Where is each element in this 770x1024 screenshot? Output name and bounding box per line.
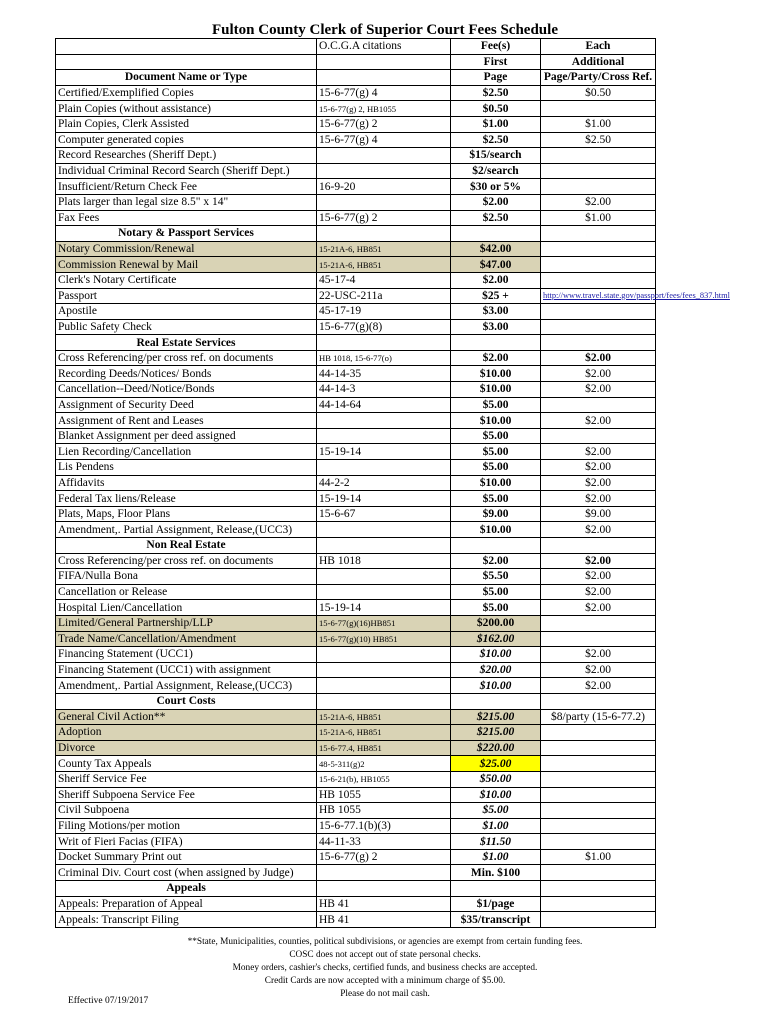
ocga-citation: 15-6-77.4, HB851	[317, 740, 451, 756]
first-page-fee: $5.50	[451, 569, 541, 585]
header-add-3: Page/Party/Cross Ref.	[541, 70, 656, 86]
first-page-fee: $25.00	[451, 756, 541, 772]
ocga-citation: 15-6-77(g) 2	[317, 210, 451, 226]
first-page-fee: $50.00	[451, 771, 541, 787]
fee-row	[56, 818, 656, 834]
header-fee-3: Page	[451, 70, 541, 86]
fee-row	[56, 132, 656, 148]
first-page-fee: $47.00	[451, 257, 541, 273]
document-name: Lien Recording/Cancellation	[56, 444, 317, 460]
fee-row	[56, 366, 656, 382]
ocga-citation: 22-USC-211a	[317, 288, 451, 304]
ocga-citation: 15-6-77(g)(16)HB851	[317, 615, 451, 631]
ocga-citation: HB 1018	[317, 553, 451, 569]
first-page-fee: $10.00	[451, 522, 541, 538]
first-page-fee: $2.00	[451, 350, 541, 366]
footnote: Credit Cards are now accepted with a minimum charge of $5.00.	[264, 976, 506, 986]
footnote: Money orders, cashier's checks, certified funds, and business checks are accepted.	[232, 963, 538, 973]
additional-fee	[541, 834, 656, 850]
first-page-fee: $35/transcript	[451, 912, 541, 928]
additional-fee: $2.00	[541, 382, 656, 398]
fee-row	[56, 834, 656, 850]
ocga-citation	[317, 662, 451, 678]
ocga-citation: HB 1055	[317, 787, 451, 803]
additional-fee: $2.00	[541, 460, 656, 476]
document-name: Plats, Maps, Floor Plans	[56, 506, 317, 522]
additional-fee	[541, 787, 656, 803]
document-name: Sheriff Subpoena Service Fee	[56, 787, 317, 803]
additional-fee: $2.00	[541, 491, 656, 507]
fee-row	[56, 148, 656, 164]
first-page-fee: $2.00	[451, 194, 541, 210]
document-name: Commission Renewal by Mail	[56, 257, 317, 273]
first-page-fee: $10.00	[451, 382, 541, 398]
fee-row	[56, 272, 656, 288]
additional-fee: $2.00	[541, 662, 656, 678]
ocga-citation: 15-6-77(g) 2	[317, 116, 451, 132]
fee-row	[56, 257, 656, 273]
ocga-citation: 15-21A-6, HB851	[317, 725, 451, 741]
footnote: COSC does not accept out of state personal checks.	[289, 950, 481, 960]
first-page-fee: $5.00	[451, 460, 541, 476]
ocga-citation: 15-19-14	[317, 491, 451, 507]
first-page-fee: $5.00	[451, 803, 541, 819]
document-name: Amendment,. Partial Assignment, Release,(UCC3)	[56, 522, 317, 538]
first-page-fee: $2.50	[451, 85, 541, 101]
additional-fee	[541, 803, 656, 819]
first-page-fee: $10.00	[451, 678, 541, 694]
ocga-citation: 15-6-77(g) 4	[317, 85, 451, 101]
ocga-citation: 44-14-64	[317, 397, 451, 413]
first-page-fee: $3.00	[451, 319, 541, 335]
additional-fee: $0.50	[541, 85, 656, 101]
additional-fee: $2.00	[541, 366, 656, 382]
ocga-citation	[317, 163, 451, 179]
fee-row	[56, 319, 656, 335]
additional-fee: $2.00	[541, 194, 656, 210]
ocga-citation: HB 1055	[317, 803, 451, 819]
section-blank	[541, 881, 656, 897]
document-name: Passport	[56, 288, 317, 304]
ocga-citation	[317, 569, 451, 585]
fee-row	[56, 647, 656, 663]
header-add-2: Additional	[541, 54, 656, 70]
section-row	[56, 335, 656, 351]
additional-fee	[541, 257, 656, 273]
additional-fee	[541, 896, 656, 912]
additional-fee	[541, 818, 656, 834]
document-name: Record Researches (Sheriff Dept.)	[56, 148, 317, 164]
ocga-citation: 15-6-77(g) 2	[317, 849, 451, 865]
additional-fee: $2.00	[541, 584, 656, 600]
additional-fee: $2.00	[541, 475, 656, 491]
ocga-citation: 45-17-4	[317, 272, 451, 288]
ocga-citation: 15-6-77(g)(8)	[317, 319, 451, 335]
ocga-citation: 15-21A-6, HB851	[317, 257, 451, 273]
first-page-fee: $5.00	[451, 491, 541, 507]
additional-fee	[541, 397, 656, 413]
first-page-fee: $5.00	[451, 584, 541, 600]
section-blank	[317, 335, 451, 351]
first-page-fee: $1/page	[451, 896, 541, 912]
fee-row	[56, 304, 656, 320]
first-page-fee: $5.00	[451, 428, 541, 444]
fee-row	[56, 210, 656, 226]
document-name: Apostile	[56, 304, 317, 320]
document-name: Plain Copies, Clerk Assisted	[56, 116, 317, 132]
document-name: Lis Pendens	[56, 460, 317, 476]
fee-row	[56, 896, 656, 912]
first-page-fee: $10.00	[451, 366, 541, 382]
fees-table-body	[56, 39, 730, 928]
additional-fee: $2.00	[541, 413, 656, 429]
document-name: Insufficient/Return Check Fee	[56, 179, 317, 195]
ocga-citation: HB 41	[317, 912, 451, 928]
header-row	[56, 39, 656, 55]
header-fee-2: First	[451, 54, 541, 70]
fee-row	[56, 678, 656, 694]
first-page-fee: $2.50	[451, 132, 541, 148]
additional-fee	[541, 771, 656, 787]
fee-row	[56, 397, 656, 413]
additional-fee: $2.00	[541, 678, 656, 694]
header-blank	[317, 54, 451, 70]
document-name: Affidavits	[56, 475, 317, 491]
first-page-fee: $1.00	[451, 116, 541, 132]
first-page-fee: $10.00	[451, 475, 541, 491]
fee-row	[56, 116, 656, 132]
additional-fee	[541, 101, 656, 117]
additional-fee	[541, 179, 656, 195]
ocga-citation	[317, 678, 451, 694]
first-page-fee: $2.50	[451, 210, 541, 226]
section-blank	[451, 538, 541, 554]
effective-date: Effective 07/19/2017	[68, 996, 149, 1006]
ocga-citation: 15-6-77(g) 4	[317, 132, 451, 148]
additional-fee	[541, 272, 656, 288]
first-page-fee: $0.50	[451, 101, 541, 117]
fee-row	[56, 475, 656, 491]
fee-row	[56, 444, 656, 460]
document-name: Divorce	[56, 740, 317, 756]
ocga-citation: 44-14-3	[317, 382, 451, 398]
section-row	[56, 226, 656, 242]
document-name: Computer generated copies	[56, 132, 317, 148]
fees-table	[55, 38, 730, 928]
additional-fee	[541, 304, 656, 320]
document-name: Public Safety Check	[56, 319, 317, 335]
fee-row	[56, 569, 656, 585]
first-page-fee: $42.00	[451, 241, 541, 257]
ocga-citation	[317, 522, 451, 538]
ocga-citation: 15-19-14	[317, 444, 451, 460]
additional-fee: $2.00	[541, 553, 656, 569]
first-page-fee: $220.00	[451, 740, 541, 756]
fee-row	[56, 725, 656, 741]
first-page-fee: $10.00	[451, 647, 541, 663]
additional-fee: $2.00	[541, 569, 656, 585]
fee-row	[56, 85, 656, 101]
page-title: Fulton County Clerk of Superior Court Fees Schedule	[212, 22, 558, 38]
ocga-citation: 48-5-311(g)2	[317, 756, 451, 772]
additional-fee: $2.00	[541, 600, 656, 616]
document-name: Criminal Div. Court cost (when assigned by Judge)	[56, 865, 317, 881]
fee-row	[56, 522, 656, 538]
ocga-citation	[317, 647, 451, 663]
document-name: Blanket Assignment per deed assigned	[56, 428, 317, 444]
fee-row	[56, 849, 656, 865]
ocga-citation: 45-17-19	[317, 304, 451, 320]
additional-fee	[541, 241, 656, 257]
document-name: Appeals: Preparation of Appeal	[56, 896, 317, 912]
additional-fee: $9.00	[541, 506, 656, 522]
section-heading: Real Estate Services	[56, 335, 317, 351]
first-page-fee: $2.00	[451, 553, 541, 569]
fee-row	[56, 163, 656, 179]
additional-fee	[541, 428, 656, 444]
document-name: Assignment of Security Deed	[56, 397, 317, 413]
first-page-fee: $5.00	[451, 600, 541, 616]
section-blank	[317, 538, 451, 554]
additional-fee: $2.50	[541, 132, 656, 148]
section-row	[56, 693, 656, 709]
fee-row	[56, 241, 656, 257]
fee-row	[56, 631, 656, 647]
first-page-fee: $30 or 5%	[451, 179, 541, 195]
additional-fee	[541, 148, 656, 164]
document-name: Cancellation or Release	[56, 584, 317, 600]
section-heading: Notary & Passport Services	[56, 226, 317, 242]
ocga-citation: 15-6-77(g)(10) HB851	[317, 631, 451, 647]
additional-fee	[541, 865, 656, 881]
fee-row	[56, 865, 656, 881]
first-page-fee: $162.00	[451, 631, 541, 647]
fee-row	[56, 428, 656, 444]
additional-fee: $2.00	[541, 350, 656, 366]
section-heading: Non Real Estate	[56, 538, 317, 554]
section-row	[56, 881, 656, 897]
additional-fee	[541, 319, 656, 335]
ocga-citation	[317, 413, 451, 429]
fee-row	[56, 662, 656, 678]
fee-row	[56, 615, 656, 631]
first-page-fee: $2/search	[451, 163, 541, 179]
footnote: Please do not mail cash.	[340, 989, 430, 999]
document-name: Federal Tax liens/Release	[56, 491, 317, 507]
ocga-citation: 15-6-21(b), HB1055	[317, 771, 451, 787]
section-row	[56, 538, 656, 554]
additional-fee	[541, 615, 656, 631]
fee-row	[56, 553, 656, 569]
ocga-citation: HB 41	[317, 896, 451, 912]
section-blank	[317, 693, 451, 709]
header-name: Document Name or Type	[56, 70, 317, 86]
document-name: Recording Deeds/Notices/ Bonds	[56, 366, 317, 382]
fee-row	[56, 194, 656, 210]
header-blank	[56, 39, 317, 55]
section-blank	[451, 693, 541, 709]
header-fee-1: Fee(s)	[451, 39, 541, 55]
first-page-fee: $15/search	[451, 148, 541, 164]
document-name: Trade Name/Cancellation/Amendment	[56, 631, 317, 647]
document-name: Appeals: Transcript Filing	[56, 912, 317, 928]
fee-row	[56, 803, 656, 819]
first-page-fee: $1.00	[451, 818, 541, 834]
fee-row	[56, 101, 656, 117]
section-blank	[541, 693, 656, 709]
document-name: Financing Statement (UCC1) with assignment	[56, 662, 317, 678]
first-page-fee: $215.00	[451, 709, 541, 725]
document-name: Certified/Exemplified Copies	[56, 85, 317, 101]
first-page-fee: $5.00	[451, 444, 541, 460]
section-blank	[317, 226, 451, 242]
first-page-fee: $5.00	[451, 397, 541, 413]
document-name: Individual Criminal Record Search (Sheriff Dept.)	[56, 163, 317, 179]
section-heading: Court Costs	[56, 693, 317, 709]
header-blank	[56, 54, 317, 70]
section-blank	[451, 335, 541, 351]
ocga-citation: 44-14-35	[317, 366, 451, 382]
first-page-fee: $1.00	[451, 849, 541, 865]
header-row	[56, 70, 656, 86]
passport-fees-link[interactable]: http://www.travel.state.gov/passport/fees/fees_837.html	[541, 288, 656, 304]
section-blank	[541, 226, 656, 242]
document-name: Notary Commission/Renewal	[56, 241, 317, 257]
first-page-fee: $3.00	[451, 304, 541, 320]
document-name: Plats larger than legal size 8.5" x 14"	[56, 194, 317, 210]
footnote: **State, Municipalities, counties, political subdivisions, or agencies are exempt from certain funding fees.	[187, 937, 583, 947]
additional-fee	[541, 631, 656, 647]
header-add-1: Each	[541, 39, 656, 55]
ocga-citation	[317, 460, 451, 476]
ocga-citation	[317, 865, 451, 881]
additional-fee: $1.00	[541, 849, 656, 865]
document-name: Fax Fees	[56, 210, 317, 226]
first-page-fee: $11.50	[451, 834, 541, 850]
header-blank	[317, 70, 451, 86]
first-page-fee: $25 +	[451, 288, 541, 304]
header-code: O.C.G.A citations	[317, 39, 451, 55]
ocga-citation: 15-6-77.1(b)(3)	[317, 818, 451, 834]
first-page-fee: $10.00	[451, 787, 541, 803]
document-name: Cross Referencing/per cross ref. on documents	[56, 553, 317, 569]
document-name: Sheriff Service Fee	[56, 771, 317, 787]
ocga-citation	[317, 428, 451, 444]
additional-fee	[541, 756, 656, 772]
fee-row	[56, 787, 656, 803]
document-name: Cancellation--Deed/Notice/Bonds	[56, 382, 317, 398]
additional-fee	[541, 725, 656, 741]
ocga-citation: 15-6-77(g) 2, HB1055	[317, 101, 451, 117]
additional-fee: $2.00	[541, 444, 656, 460]
ocga-citation	[317, 194, 451, 210]
document-name: Financing Statement (UCC1)	[56, 647, 317, 663]
additional-fee: $8/party (15-6-77.2)	[541, 709, 656, 725]
fee-row	[56, 600, 656, 616]
fee-row	[56, 506, 656, 522]
document-name: Assignment of Rent and Leases	[56, 413, 317, 429]
document-name: FIFA/Nulla Bona	[56, 569, 317, 585]
fee-row	[56, 413, 656, 429]
fee-row	[56, 771, 656, 787]
section-heading: Appeals	[56, 881, 317, 897]
ocga-citation: 15-6-67	[317, 506, 451, 522]
additional-fee: $2.00	[541, 647, 656, 663]
ocga-citation	[317, 148, 451, 164]
document-name: Filing Motions/per motion	[56, 818, 317, 834]
document-name: General Civil Action**	[56, 709, 317, 725]
fee-row	[56, 740, 656, 756]
fee-row	[56, 584, 656, 600]
additional-fee	[541, 163, 656, 179]
document-name: Hospital Lien/Cancellation	[56, 600, 317, 616]
additional-fee: $1.00	[541, 116, 656, 132]
fee-row	[56, 460, 656, 476]
document-name: Cross Referencing/per cross ref. on documents	[56, 350, 317, 366]
section-blank	[451, 881, 541, 897]
fee-row	[56, 491, 656, 507]
document-name: Limited/General Partnership/LLP	[56, 615, 317, 631]
ocga-citation: 44-2-2	[317, 475, 451, 491]
additional-fee	[541, 740, 656, 756]
section-blank	[317, 881, 451, 897]
first-page-fee: $9.00	[451, 506, 541, 522]
document-name: County Tax Appeals	[56, 756, 317, 772]
ocga-citation: 15-21A-6, HB851	[317, 241, 451, 257]
ocga-citation: 16-9-20	[317, 179, 451, 195]
fee-row	[56, 709, 656, 725]
additional-fee: $2.00	[541, 522, 656, 538]
section-blank	[541, 538, 656, 554]
header-row	[56, 54, 656, 70]
ocga-citation: 44-11-33	[317, 834, 451, 850]
document-name: Plain Copies (without assistance)	[56, 101, 317, 117]
fee-row	[56, 756, 656, 772]
fee-row	[56, 179, 656, 195]
fee-row	[56, 912, 656, 928]
ocga-citation: HB 1018, 15-6-77(o)	[317, 350, 451, 366]
first-page-fee: $20.00	[451, 662, 541, 678]
first-page-fee: Min. $100	[451, 865, 541, 881]
document-name: Docket Summary Print out	[56, 849, 317, 865]
document-name: Adoption	[56, 725, 317, 741]
first-page-fee: $2.00	[451, 272, 541, 288]
ocga-citation	[317, 584, 451, 600]
fee-row	[56, 350, 656, 366]
document-name: Clerk's Notary Certificate	[56, 272, 317, 288]
fee-row	[56, 382, 656, 398]
ocga-citation: 15-19-14	[317, 600, 451, 616]
document-name: Civil Subpoena	[56, 803, 317, 819]
section-blank	[541, 335, 656, 351]
document-name: Writ of Fieri Facias (FIFA)	[56, 834, 317, 850]
fee-row	[56, 288, 656, 304]
section-blank	[451, 226, 541, 242]
additional-fee: $1.00	[541, 210, 656, 226]
first-page-fee: $10.00	[451, 413, 541, 429]
ocga-citation: 15-21A-6, HB851	[317, 709, 451, 725]
footnotes	[0, 936, 770, 1001]
additional-fee	[541, 912, 656, 928]
first-page-fee: $200.00	[451, 615, 541, 631]
first-page-fee: $215.00	[451, 725, 541, 741]
document-name: Amendment,. Partial Assignment, Release,(UCC3)	[56, 678, 317, 694]
